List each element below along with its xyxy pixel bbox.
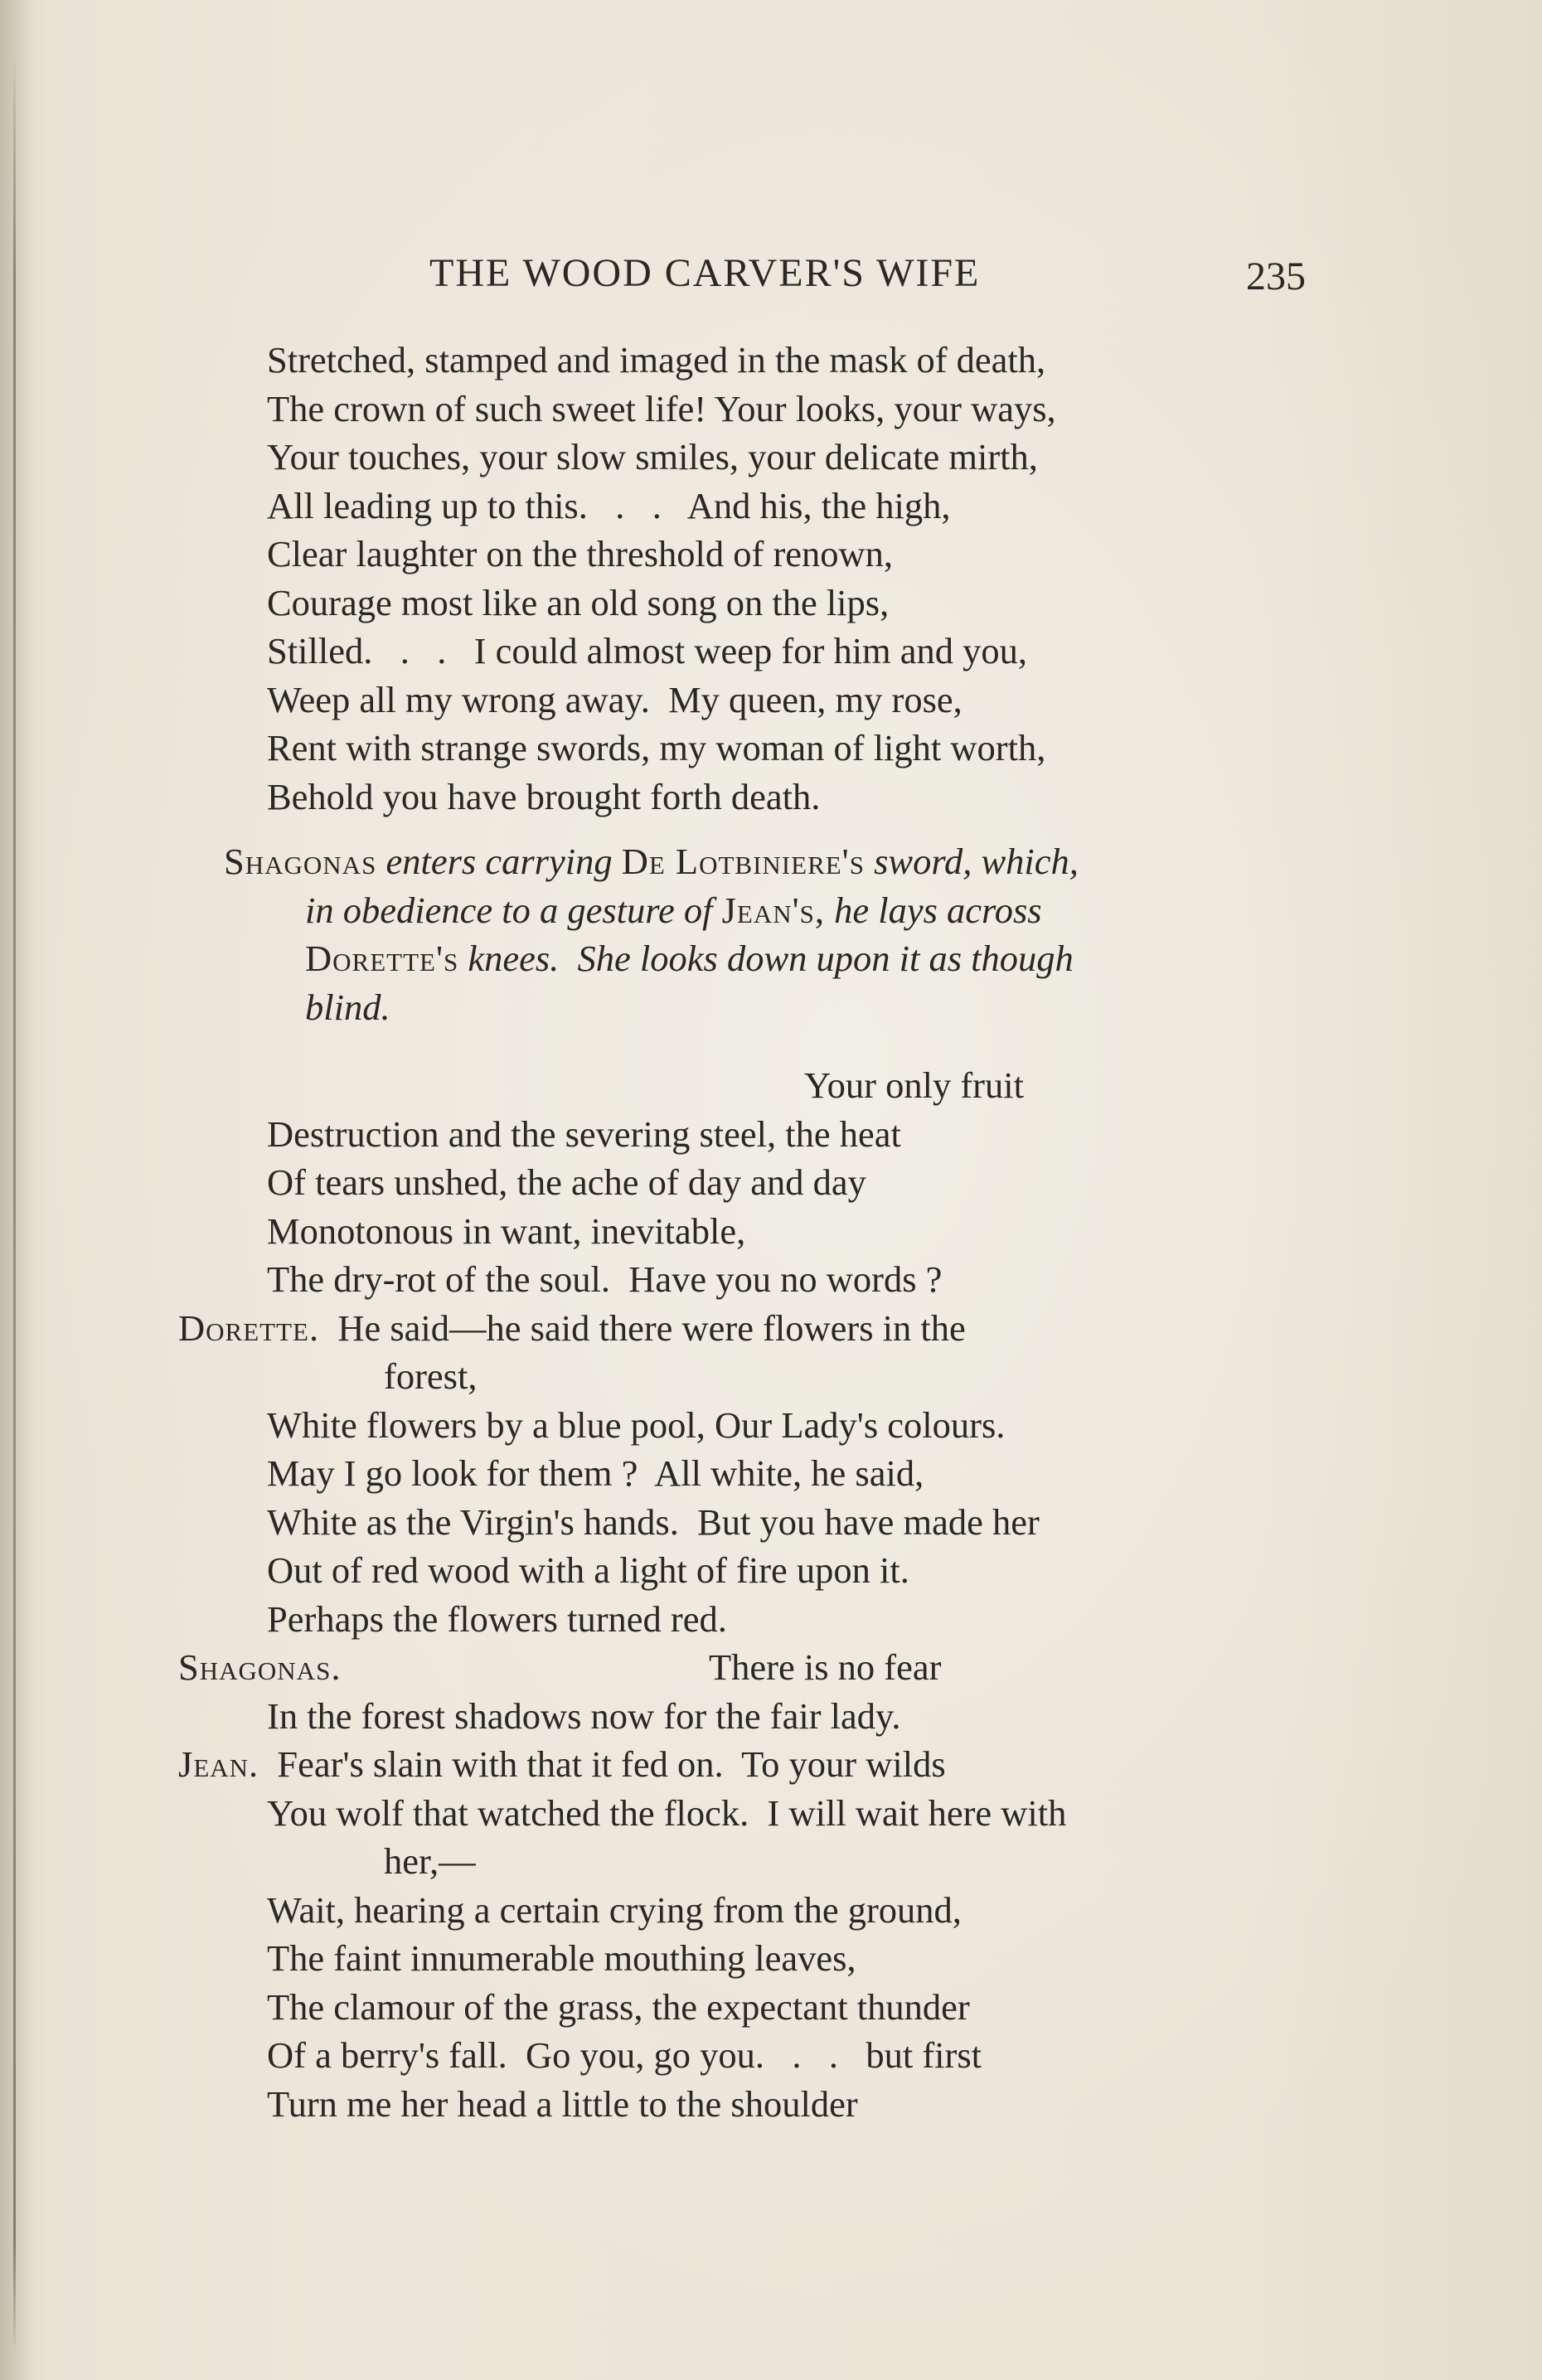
stage-direction-line <box>0 837 1079 886</box>
stage-text: sword, which, <box>864 841 1079 882</box>
verse-line: Wait, hearing a certain crying from the ground, <box>267 1888 962 1931</box>
verse-line: You wolf that watched the flock. I will wait here with <box>267 1791 1067 1834</box>
stage-text: he lays across <box>824 889 1042 931</box>
page-text <box>0 336 1542 2128</box>
stage-text: enters carrying <box>376 841 622 882</box>
verse-line: White as the Virgin's hands. But you have made her <box>267 1500 1040 1543</box>
verse-line: Of tears unshed, the ache of day and day <box>267 1161 866 1203</box>
verse-line: White flowers by a blue pool, Our Lady's colours. <box>267 1403 1006 1446</box>
speech-text: There is no fear <box>709 1646 942 1688</box>
page-header <box>0 249 1542 307</box>
stage-text: knees. She looks down upon it as though <box>458 938 1074 979</box>
verse-line: Perhaps the flowers turned red. <box>267 1597 727 1640</box>
verse-continuation: forest, <box>384 1355 478 1397</box>
speech-line <box>0 1304 1542 1353</box>
speaker-name: Jean. <box>178 1743 259 1785</box>
verse-line: Stretched, stamped and imaged in the mask of death, <box>267 339 1046 381</box>
verse-line: Clear laughter on the threshold of renown, <box>267 533 894 574</box>
character-name: De Lotbiniere's <box>621 841 865 882</box>
verse-line: Your only fruit <box>804 1064 1024 1106</box>
verse-line: The clamour of the grass, the expectant thunder <box>267 1985 970 2028</box>
verse-line: The faint innumerable mouthing leaves, <box>267 1937 856 1979</box>
character-name: Dorette's <box>305 938 459 979</box>
stage-direction-line <box>0 934 1074 983</box>
speech-line <box>0 1740 1542 1789</box>
character-name: Jean's, <box>721 889 825 931</box>
character-name: Shagonas <box>224 841 377 882</box>
speech-text: He said—he said there were flowers in the <box>337 1306 966 1349</box>
speech-line <box>0 1643 1542 1692</box>
verse-line: All leading up to this. . . And his, the high, <box>267 484 951 526</box>
stage-direction-line: blind. <box>305 986 390 1028</box>
verse-line: Stilled. . . I could almost weep for him and you, <box>267 630 1028 671</box>
verse-line: Turn me her head a little to the shoulder <box>267 2082 858 2125</box>
verse-line: Monotonous in want, inevitable, <box>267 1209 746 1252</box>
verse-line: Rent with strange swords, my woman of light worth, <box>267 727 1046 768</box>
page-number: 235 <box>1246 254 1306 298</box>
verse-line: Destruction and the severing steel, the heat <box>267 1112 901 1155</box>
verse-line: The dry-rot of the soul. Have you no words ? <box>267 1258 943 1300</box>
verse-line: Courage most like an old song on the lips, <box>267 581 890 623</box>
speaker-name: Shagonas. <box>178 1646 342 1688</box>
verse-line: Out of red wood with a light of fire upon it. <box>267 1549 909 1591</box>
verse-continuation: her,— <box>384 1840 476 1882</box>
running-title: THE WOOD CARVER'S WIFE <box>429 251 981 295</box>
verse-line: Your touches, your slow smiles, your delicate mirth, <box>267 436 1038 477</box>
verse-line: In the forest shadows now for the fair lady. <box>267 1694 901 1737</box>
stage-direction-line <box>0 886 1045 935</box>
speech-text: Fear's slain with that it fed on. To your wilds <box>277 1743 946 1785</box>
stage-text: in obedience to a gesture of <box>305 889 722 931</box>
verse-line: The crown of such sweet life! Your looks, your ways, <box>267 387 1056 429</box>
speaker-name: Dorette. <box>178 1306 320 1349</box>
verse-line: Behold you have brought forth death. <box>267 775 821 817</box>
verse-line: Of a berry's fall. Go you, go you. . . but first <box>267 2034 982 2076</box>
verse-line: Weep all my wrong away. My queen, my rose, <box>267 678 963 720</box>
stage-direction <box>0 837 1079 1031</box>
verse-line: May I go look for them ? All white, he said, <box>267 1452 924 1494</box>
